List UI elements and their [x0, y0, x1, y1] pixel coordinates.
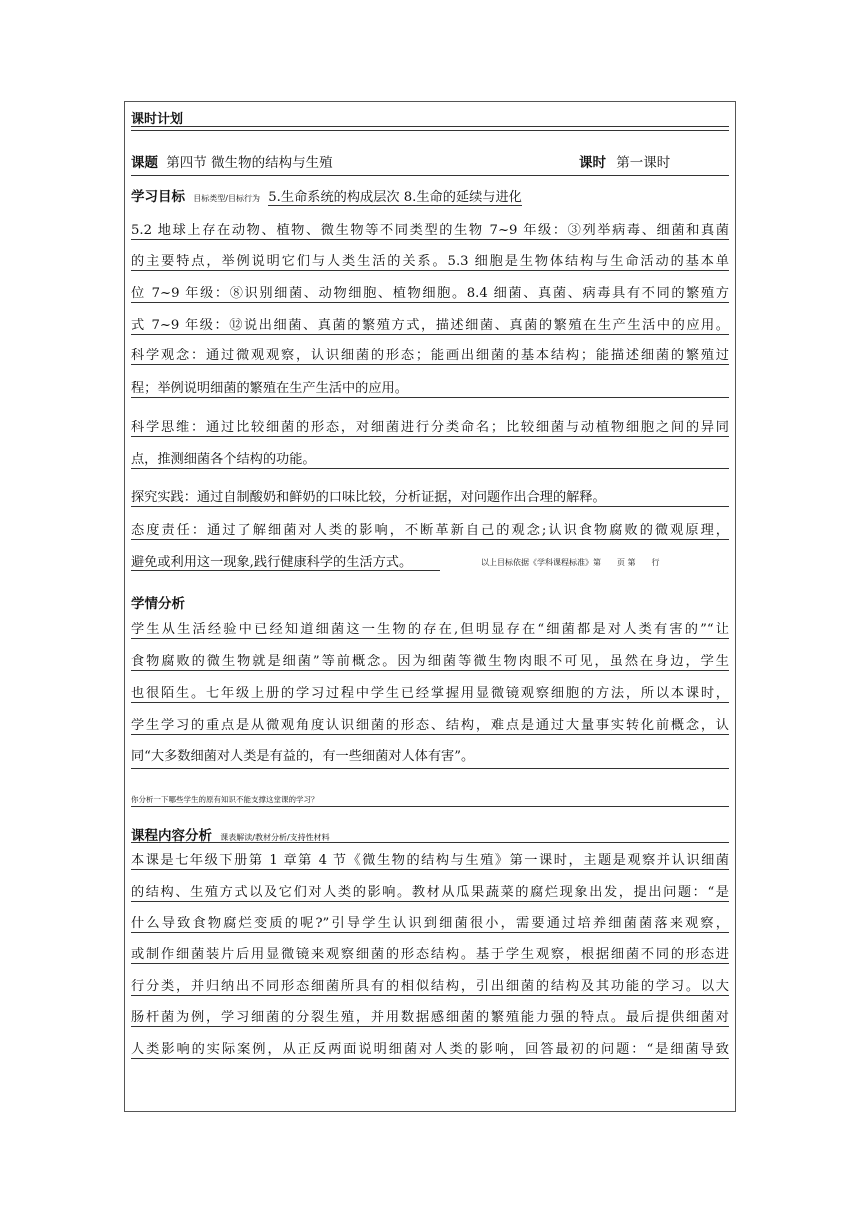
content-subtitle: 课表解读/教材分析/支持性材料	[220, 833, 330, 842]
goals-line-4: 式 7~9 年级：⑫说出细菌、真菌的繁殖方式，描述细菌、真菌的繁殖在生产生活中的应用。	[131, 318, 729, 333]
content-line-2: 的结构、生殖方式以及它们对人类的影响。教材从瓜果蔬菜的腐烂现象出发，提出问题：“是	[131, 885, 729, 900]
content-divider	[131, 842, 729, 843]
topic-row	[131, 155, 729, 171]
content-line-1: 本课是七年级下册第 1 章第 4 节《微生物的结构与生殖》第一课时，主题是观察并认识细菌	[131, 853, 729, 868]
goals-line-5: 科学观念：通过微观观察，认识细菌的形态；能画出细菌的基本结构；能描述细菌的繁殖过	[131, 348, 729, 363]
content-line-4: 或制作细菌装片后用显微镜来观察细菌的形态结构。基于学生观察，根据细菌不同的形态进	[131, 947, 729, 962]
analysis-note: 你分析一下哪些学生的原有知识不能支撑这堂课的学习？	[131, 795, 319, 804]
goals-subtitle: 目标类型/目标行为	[193, 194, 260, 203]
goals-line-3: 位 7~9 年级：⑧识别细菌、动物细胞、植物细胞。8.4 细菌、真菌、病毒具有不同的繁殖方	[131, 286, 729, 301]
content-line-7: 人类影响的实际案例，从正反两面说明细菌对人类的影响，回答最初的问题：“是细菌导致	[131, 1042, 729, 1057]
lesson-plan-frame	[124, 101, 736, 1112]
goals-inline: 5.生命系统的构成层次 8.生命的延续与进化	[268, 190, 522, 205]
analysis-line-1: 学生从生活经验中已经知道细菌这一生物的存在,但明显存在“细菌都是对人类有害的”“让	[131, 622, 729, 637]
goals-line-10: 态度责任：通过了解细菌对人类的影响，不断革新自己的观念;认识食物腐败的微观原理，	[131, 523, 729, 538]
goals-line-9: 探究实践：通过自制酸奶和鲜奶的口味比较，分析证据，对问题作出合理的解释。	[131, 490, 729, 507]
content-line-5: 行分类，并归纳出不同形态细菌所具有的相似结构，引出细菌的结构及其功能的学习。以大	[131, 979, 729, 994]
goals-line-2: 的主要特点，举例说明它们与人类生活的关系。5.3 细胞是生物体结构与生命活动的基本单	[131, 254, 729, 269]
content-label: 课程内容分析	[131, 828, 212, 844]
topic-label: 课题	[131, 155, 158, 171]
period-label: 课时	[579, 155, 606, 171]
topic-value: 第四节 微生物的结构与生殖	[166, 155, 333, 171]
goals-label: 学习目标	[131, 189, 185, 205]
goals-line-6: 程；举例说明细菌的繁殖在生产生活中的应用。	[131, 381, 729, 398]
topic-divider	[131, 175, 729, 176]
page-title: 课时计划	[131, 112, 184, 127]
analysis-note-divider	[131, 806, 729, 807]
analysis-label: 学情分析	[131, 596, 185, 612]
goals-line-11-row	[131, 555, 729, 571]
goals-line-11: 避免或利用这一现象,践行健康科学的生活方式。	[131, 555, 440, 571]
analysis-line-5: 同“大多数细菌对人类是有益的，有一些细菌对人体有害”。	[131, 749, 475, 764]
analysis-line-3: 也很陌生。七年级上册的学习过程中学生已经掌握用显微镜观察细胞的方法，所以本课时，	[131, 686, 729, 701]
analysis-line-4: 学生学习的重点是从微观角度认识细菌的形态、结构，难点是通过大量事实转化前概念，认	[131, 718, 729, 733]
analysis-divider	[131, 768, 729, 769]
goals-line-1: 5.2 地球上存在动物、植物、微生物等不同类型的生物 7~9 年级：③列举病毒、细菌和真菌	[131, 223, 729, 238]
content-line-6: 肠杆菌为例，学习细菌的分裂生殖，并用数据感细菌的繁殖能力强的特点。最后提供细菌对	[131, 1010, 729, 1025]
goals-source-note: 以上目标依据《学科课程标准》第 页 第 行	[481, 558, 660, 567]
goals-heading	[131, 185, 729, 205]
content-line-3: 什么导致食物腐烂变质的呢?”引导学生认识到细菌很小，需要通过培养细菌菌落来观察，	[131, 916, 729, 931]
period-value: 第一课时	[616, 155, 671, 171]
goals-line-7: 科学思维：通过比较细菌的形态，对细菌进行分类命名；比较细菌与动植物细胞之间的异同	[131, 420, 729, 435]
content-heading	[131, 824, 729, 844]
title-divider	[131, 126, 729, 131]
analysis-line-2: 食物腐败的微生物就是细菌”等前概念。因为细菌等微生物肉眼不可见，虽然在身边，学生	[131, 654, 729, 669]
goals-line-8: 点，推测细菌各个结构的功能。	[131, 452, 729, 469]
